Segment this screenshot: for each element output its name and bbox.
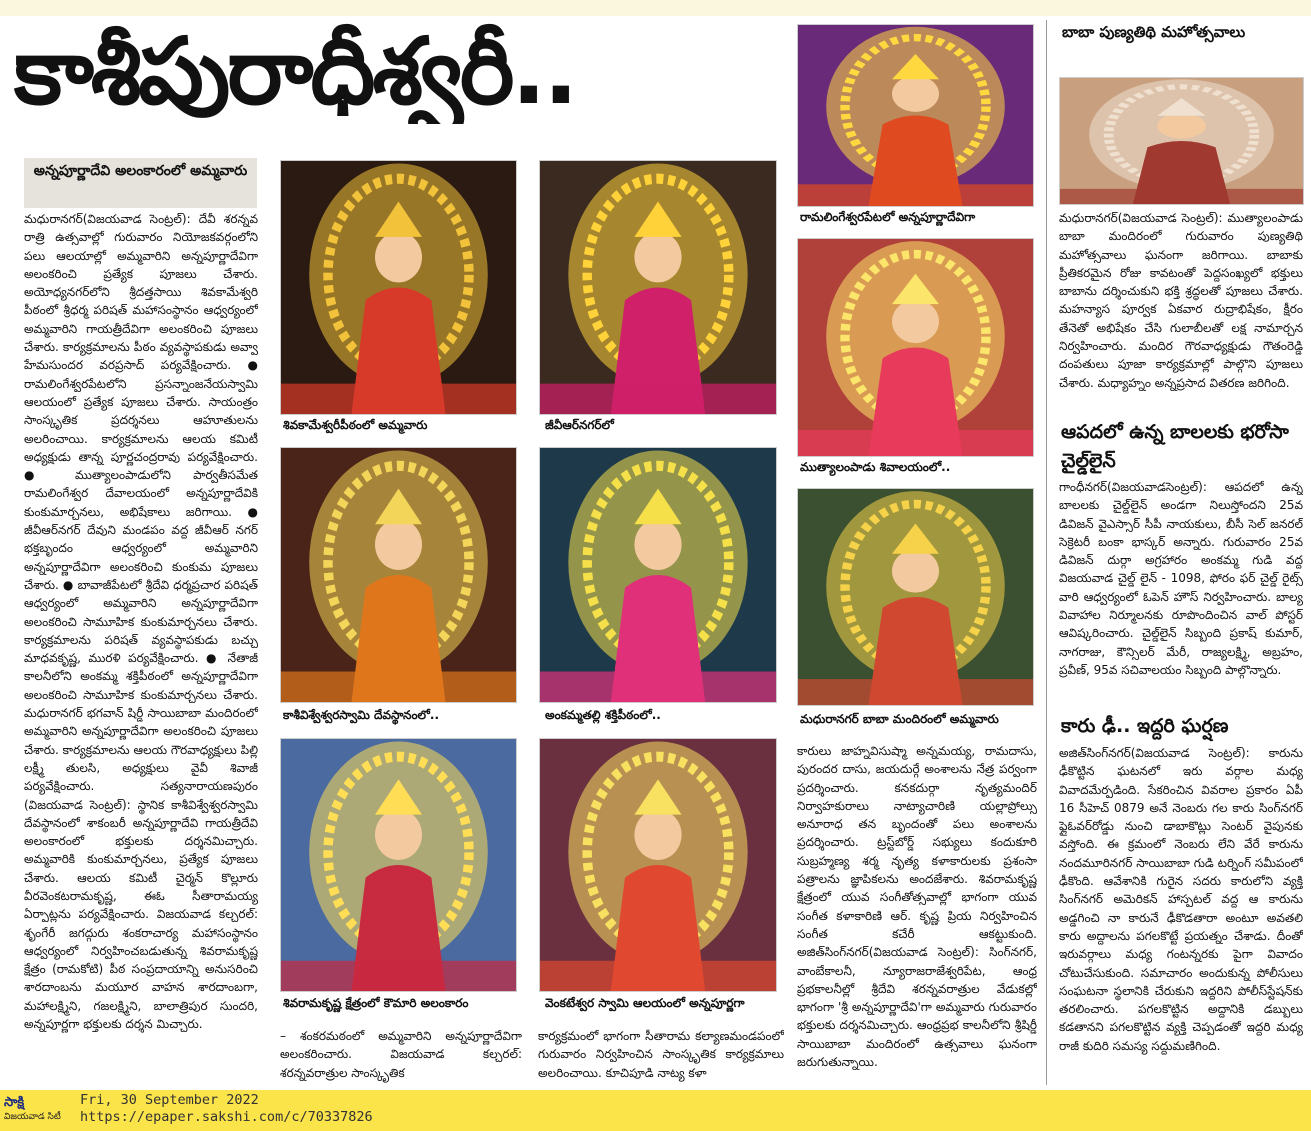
article-column-4-text: కారులు జాహ్నవిసుష్మా అన్నమయ్య, రామదాసు, పురందర దాసు, జయదుర్గే అంశాలను నేత్ర పర్వంగా ప్రదర్శించారు. కనకదుర్గా నృత్యమందిర్ నిర్వాహకురాలు నాట్యాచారిణి యల్లాప్రోల్సు అనూరాధ తన బృందంతో పలు అంశాలను ప్రదర్శించారు. ట్రస్ట్‌బోర్డ్ సభ్యులు కందుకూరి సుబ్రహ్మణ్య శర్మ నృత్య కళాకారులకు ప్రశంసా పత్రాలను జ్ఞాపికలను అందజేశారు. శివరామకృష్ణ క్షేత్రంలో యువ సంగీతోత్సవాల్లో భాగంగా యువ సంగీత కళాకారిణి ఆర్. కృష్ణ ప్రియ నిర్వహించిన సంగీత కచేరీ ఆకట్టుకుంది. అజిత్‌సింగ్‌నగర్(విజయవాడ సెంట్రల్): సింగ్‌నగర్, వాంబేకాలనీ, న్యూరాజరాజేశ్వరిపేట, ఆంధ్ర ప్రభకాలనీల్లో శ్రీదేవి శరన్నవరాత్రుల వేడుకల్లో భాగంగా 'శ్రీ అన్నపూర్ణాదేవి'గా అమ్మవారు గురువారం భక్తులకు దర్శనమిచ్చారు. ఆంధ్రప్రభ కాలనీలోని శ్రీషిర్డీ సాయిబాబా మందిరంలో ఉత్సవాలు ఘనంగా జరుగుతున్నాయి. <box>797 744 1037 1070</box>
article-column-1-text: మధురానగర్(విజయవాడ సెంట్రల్): దేవీ శరన్నవ రాత్రి ఉత్సవాల్లో గురువారం నియోజకవర్గంలోని పలు ఆలయాల్లో అమ్మవారిని అన్నపూర్ణాదేవిగా అలంకరించి ప్రత్యేక పూజలు చేశారు. అయోధ్యనగర్‌లోని శ్రీదత్తసాయి శివకామేశ్వరి పీఠంలో శ్రీధర్మ పరిషత్ మహాసంస్థానం ఆధ్వర్యంలో అమ్మవారిని గాయత్రీదేవిగా అలంకరించి పూజలు చేశారు. కార్యక్రమాలను పీఠం వ్యవస్థాపకుడు అవ్వా హేమసుందర వరప్రసాద్ పర్యవేక్షించారు. ● రామలింగేశ్వరపేటలోని ప్రసన్నాంజనేయస్వామి ఆలయంలో ప్రత్యేక పూజలు చేశారు. సాయంత్రం సాంస్కృతిక ప్రదర్శనలు ఆహూతులను అలరించాయి. కార్యక్రమాలను ఆలయ కమిటీ అధ్యక్షుడు తాన్న పూర్ణచంద్రరావు పర్యవేక్షించారు. ● ముత్యాలంపాడులోని పార్వతీసమేత రామలింగేశ్వర దేవాలయంలో అన్నపూర్ణాదేవికి కుంకుమార్చనలు, అభిషేకాలు జరిగాయి. ● జీవీఆర్‌నగర్ దేవుని మండపం వద్ద జీవీఆర్ నగర్ భక్తబృందం ఆధ్వర్యంలో అమ్మవారిని అన్నపూర్ణాదేవిగా అలంకరించి కుంకుమ పూజలు చేశారు. ● బావాజీపేటలో శ్రీదేవి ధర్మప్రచార పరిషత్ ఆధ్వర్యంలో అమ్మవారిని అన్నపూర్ణాదేవిగా అలంకరించి సామూహిక కుంకుమార్చనలు చేశారు. కార్యక్రమాలను పరిషత్ వ్యవస్థాపకుడు బచ్చు మాధవకృష్ణ, మురళి పర్యవేక్షించారు. ● నేతాజీ కాలనీలోని అంకమ్మ శక్తిపీఠంలో అన్నపూర్ణాదేవిగా అలంకరించి సామూహిక కుంకుమార్చనలు చేశారు. మధురానగర్ భగవాన్ షిర్డీ సాయిబాబా మందిరంలో అమ్మవారిని అన్నపూర్ణాదేవిగా అలంకరించి పూజలు చేశారు. కార్యక్రమాలను ఆలయ గౌరవాధ్యక్షులు పిల్లి లక్ష్మీ తులసి, అధ్యక్షులు వైవీ శివాజీ పర్యవేక్షించారు. సత్యనారాయణపురం (విజయవాడ సెంట్రల్): స్థానిక కాశీవిశ్వేశ్వరస్వామి దేవస్థానంలో శాకంబరీ అన్నపూర్ణాదేవి గాయత్రీదేవి అలంకారంలో భక్తులకు దర్శనమిచ్చారు. అమ్మవారికి కుంకుమార్చనలు, ప్రత్యేక పూజలు చేశారు. ఆలయ కమిటీ చైర్మన్ కొల్లూరు వీరవెంకటరామకృష్ణ, ఈఓ సీతారామయ్య ఏర్పాట్లను పర్యవేక్షించారు. విజయవాడ కల్చరల్: శృంగేరీ జగద్గురు శంకరాచార్య మహాసంస్థానం ఆధ్వర్యంలో నిర్వహించబడుతున్న శివరామకృష్ణ క్షేత్రం (రామకోటి) పీఠ సంప్రదాయాన్ని అనుసరించి శారదాంబను మయూర వాహన శారదాంబగా, మహాలక్ష్మిని, గజలక్ష్మిని, బాలాత్రిపుర సుందరి, అన్నపూర్ణగా భక్తులకు దర్శన మిచ్చారు. <box>24 212 258 1032</box>
photo-placeholder <box>1060 78 1303 204</box>
logo-text: సాక్షి <box>4 1095 25 1110</box>
footer-date: Fri, 30 September 2022 <box>80 1092 259 1108</box>
photo-placeholder <box>540 739 776 991</box>
childline-article-body <box>1059 478 1303 706</box>
article-column-1 <box>24 210 258 1080</box>
photo-placeholder <box>281 448 516 702</box>
photo-ramalingeshwarapeta <box>797 24 1034 207</box>
caption-photo-2: జీవీఆర్‌నగర్‌లో <box>545 418 614 432</box>
caption-photo-5: శివరామకృష్ణ క్షేత్రంలో కౌమారి అలంకారం <box>283 996 469 1010</box>
article-column-2 <box>280 1027 522 1085</box>
photo-placeholder <box>798 489 1033 705</box>
baba-article-title: బాబా పుణ్యతిథి మహోత్సవాలు <box>1062 23 1246 41</box>
article-subheading: అన్నపూర్ణాదేవి అలంకారంలో అమ్మవారు <box>24 158 257 208</box>
car-article-title: కారు ఢీ.. ఇద్దరి ఘర్షణ <box>1061 715 1229 737</box>
photo-shivakameshwari <box>280 160 517 415</box>
photo-madhuranagar-baba <box>797 488 1034 706</box>
caption-photo-9: మధురానగర్ బాబా మందిరంలో అమ్మవారు <box>800 712 999 726</box>
photo-placeholder <box>281 161 516 414</box>
photo-placeholder <box>798 239 1033 456</box>
article-column-2-text: – శంకరమఠంలో అమ్మవారిని అన్నపూర్ణాదేవిగా అలంకరించారు. విజయవాడ కల్చరల్: శరన్నవరాత్రుల సాంస్కృతిక <box>280 1029 522 1080</box>
article-column-4 <box>797 742 1037 1082</box>
photo-placeholder <box>281 739 516 991</box>
logo-subtext: విజయవాడ సిటీ <box>4 1112 61 1122</box>
photo-venkateshwara <box>539 738 777 992</box>
photo-placeholder <box>540 448 776 702</box>
caption-photo-3: కాశీవిశ్వేశ్వరస్వామి దేవస్థానంలో.. <box>283 708 440 722</box>
photo-baba-puja <box>1059 77 1304 205</box>
car-article-body <box>1059 744 1303 1082</box>
photo-placeholder <box>540 161 776 414</box>
footer-meta <box>80 1092 373 1126</box>
caption-photo-4: అంకమ్మతల్లి శక్తిపీఠంలో.. <box>545 708 661 722</box>
childline-article-title: ఆపదలో ఉన్న బాలలకు భరోసా చైల్డ్‌లైన్ <box>1061 421 1289 472</box>
column-divider <box>1046 20 1047 1085</box>
photo-kashi-vishweshwara <box>280 447 517 703</box>
sakshi-logo <box>4 1095 74 1127</box>
car-article-text: అజిత్‌సింగ్‌నగర్(విజయవాడ సెంట్రల్): కారును ఢీకొట్టిన ఘటనలో ఇరు వర్గాల మధ్య వివాదమేర్పడింది. సేకరించిన వివరాల ప్రకారం ఏపీ 16 సీహెచ్ 0879 అనే నెంబరు గల కారు సింగ్‌నగర్ ఫ్లైఓవర్‌రోడ్డు నుంచి డాబాకొట్లు సెంటర్ వైపునకు వస్తోంది. ఈ క్రమంలో నెంబరు లేని వేరే కారును నందమూరినగర్ సాయిబాబా గుడి టర్నింగ్ సమీపంలో ఢీకొంది. ఆవేశానికి గురైన సదరు కారులోని వ్యక్తి సింగ్‌నగర్ అమెరికన్ హాస్పటల్ వద్ద ఆ కారును అడ్డగించి నా కారునే ఢీకొడతారా అంటూ అవతలి కారు అద్దాలను పగలకొట్టే ప్రయత్నం చేశాడు. దీంతో ఇరువర్గాలు మధ్య గంటన్నరకు పైగా వివాదం చోటుచేసుకుంది. సమాచారం అందుకున్న పోలీసులు సంఘటనా స్థలానికి చేరుకుని ఇద్దరిని పోలీస్‌స్టేషన్‌కు తరలించారు. పగలకొట్టిన అద్దానికి డబ్బులు కడతానని పగలకొట్టిన వ్యక్తి చెప్పడంతో ఇద్దరి మధ్య రాజీ కుదిరి సమస్య సద్దుమణిగింది. <box>1059 746 1303 1053</box>
photo-mutyalampadu <box>797 238 1034 457</box>
headline: కాశీపురాధీశ్వరీ.. <box>14 20 576 124</box>
caption-photo-1: శివకామేశ్వరీపీఠంలో అమ్మవారు <box>283 418 428 432</box>
caption-photo-6: వెంకటేశ్వర స్వామి ఆలయంలో అన్నపూర్ణగా <box>545 996 745 1010</box>
photo-ankammatalli <box>539 447 777 703</box>
childline-article-text: గాంధీనగర్(విజయవాడసెంట్రల్): ఆపదలో ఉన్న బాలలకు చైల్డ్‌లైన్ అండగా నిలుస్తోందని 25వ డివిజన్ వైఎస్సార్ సీపీ నాయకులు, బీసీ సెల్ జనరల్ సెక్రెటరీ బంకా భాస్కర్ అన్నారు. గురువారం 25వ డివిజన్ దుర్గా అగ్రహారం అంకమ్మ గుడి వద్ద విజయవాడ చైల్డ్ లైన్ - 1098, ఫోరం ఫర్ చైల్డ్ రైట్స్ వారి ఆధ్వర్యంలో ఓపెన్ హౌస్ నిర్వహించారు. బాల్య వివాహాల నిర్మూలనకు రూపొందించిన వాల్ పోస్టర్ ఆవిష్కరించారు. చైల్డ్‌లైన్ సిబ్బంది ప్రకాష్ కుమార్, నాగరాజు, కౌన్సిలర్ మేరీ, రాజ్యలక్ష్మి, అబ్రహం, ప్రవీణ్, 95వ సచివాలయం సిబ్బంది పాల్గొన్నారు. <box>1059 480 1303 677</box>
article-column-3-text: కార్యక్రమంలో భాగంగా సీతారామ కల్యాణమండపంలో గురువారం నిర్వహించిన సాంస్కృతిక కార్యక్రమాలు అలరించాయి. కూచిపూడి నాట్య కళా <box>538 1029 784 1080</box>
caption-photo-7: రామలింగేశ్వరపేటలో అన్నపూర్ణాదేవిగా <box>800 210 976 224</box>
footer-url[interactable]: https://epaper.sakshi.com/c/70337826 <box>80 1109 373 1125</box>
photo-placeholder <box>798 25 1033 206</box>
baba-article-text: మధురానగర్(విజయవాడ సెంట్రల్): ముత్యాలంపాడు బాబా మందిరంలో గురువారం పుణ్యతిథి మహోత్సవాలు ఘనంగా జరిగాయి. బాబాకు ప్రీతికరమైన రోజు కావటంతో పెద్దసంఖ్యలో భక్తులు బాబాను దర్శించుకుని భక్తి శ్రద్ధలతో పూజలు చేశారు. మహన్యాస పూర్వక ఏకవార రుద్రాభిషేకం, క్షీరం తేనెతో అభిషేకం చేసి గులాబీలతో లక్ష నామార్చన నిర్వహించారు. మందిర గౌరవాధ్యక్షుడు గౌతంరెడ్డి దంపతులు పూజా కార్యక్రమాల్లో పాల్గొని పూజలు చేశారు. మధ్యాహ్నం అన్నప్రసాద వితరణ జరిగింది. <box>1059 211 1303 390</box>
caption-photo-8: ముత్యాలంపాడు శివాలయంలో.. <box>800 460 951 474</box>
photo-gvr-nagar <box>539 160 777 415</box>
baba-article-body <box>1059 209 1303 415</box>
article-column-3 <box>538 1027 784 1085</box>
top-strip <box>0 0 1311 16</box>
photo-shivaramakrishna <box>280 738 517 992</box>
